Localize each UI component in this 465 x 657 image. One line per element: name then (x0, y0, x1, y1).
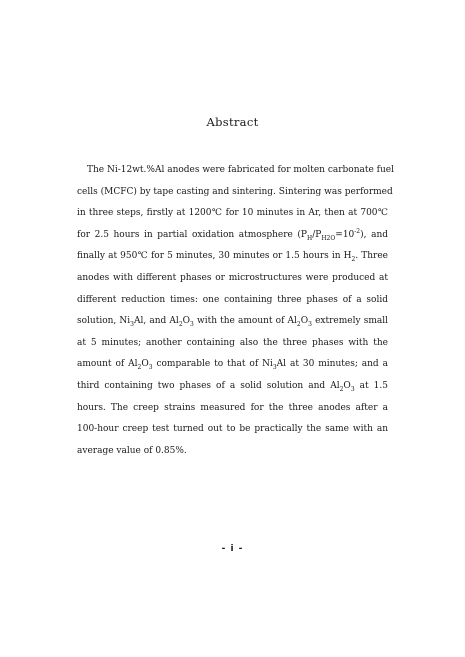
subscript: 3 (308, 320, 312, 328)
abstract-body (77, 160, 395, 462)
abstract-title: Abstract (206, 115, 259, 129)
subscript: 3 (272, 364, 277, 372)
abstract-line: cells (MCFC) by tape casting and sintering. Sintering was performed (77, 186, 393, 197)
subscript: 3 (190, 320, 194, 328)
subscript: 3 (148, 364, 153, 372)
abstract-line: The Ni-12wt.%Al anodes were fabricated for molten carbonate fuel (87, 165, 395, 175)
abstract-line: 100-hour creep test turned out to be practically the same with an (77, 424, 388, 435)
abstract-line: in three steps, firstly at 1200℃ for 10 minutes in Ar, then at 700℃ (77, 208, 388, 219)
abstract-line: different reduction times: one containing three phases of a solid (77, 294, 388, 305)
abstract-line: at 5 minutes; another containing also the three phases with the (77, 337, 388, 348)
subscript: 2 (137, 364, 142, 372)
page-number: - i - (221, 544, 244, 554)
abstract-line: third containing two phases of a solid solution and $Al_2O_3$ at 1.5 (77, 380, 388, 393)
abstract-line: solution, $Ni_3Al$, and $Al_2O_3$ with the amount of $Al_2O_3$ extremely small (77, 316, 388, 328)
subscript: 2 (351, 256, 356, 264)
abstract-line: amount of $Al_2O_3$ comparable to that of $Ni_3Al$ at 30 minutes; and a (77, 359, 388, 372)
subscript: H (306, 234, 313, 242)
abstract-line: for 2.5 hours in partial oxidation atmosphere $(P_H/P_{H2O}=10^{-2})$, and (77, 227, 389, 242)
abstract-line: anodes with different phases or microstructures were produced at (77, 272, 388, 283)
abstract-line: average value of 0.85%. (77, 445, 187, 456)
subscript: H2O (321, 234, 336, 242)
subscript: 2 (178, 320, 183, 328)
subscript: 3 (350, 385, 355, 393)
abstract-line: hours. The creep strains measured for the three anodes after a (77, 402, 388, 413)
abstract-line: finally at 950℃ for 5 minutes, 30 minutes or 1.5 hours in $H_2$. Three (77, 251, 388, 264)
subscript: 2 (339, 385, 344, 393)
subscript: 3 (130, 320, 134, 328)
superscript: -2 (354, 227, 361, 235)
subscript: 2 (296, 320, 301, 328)
